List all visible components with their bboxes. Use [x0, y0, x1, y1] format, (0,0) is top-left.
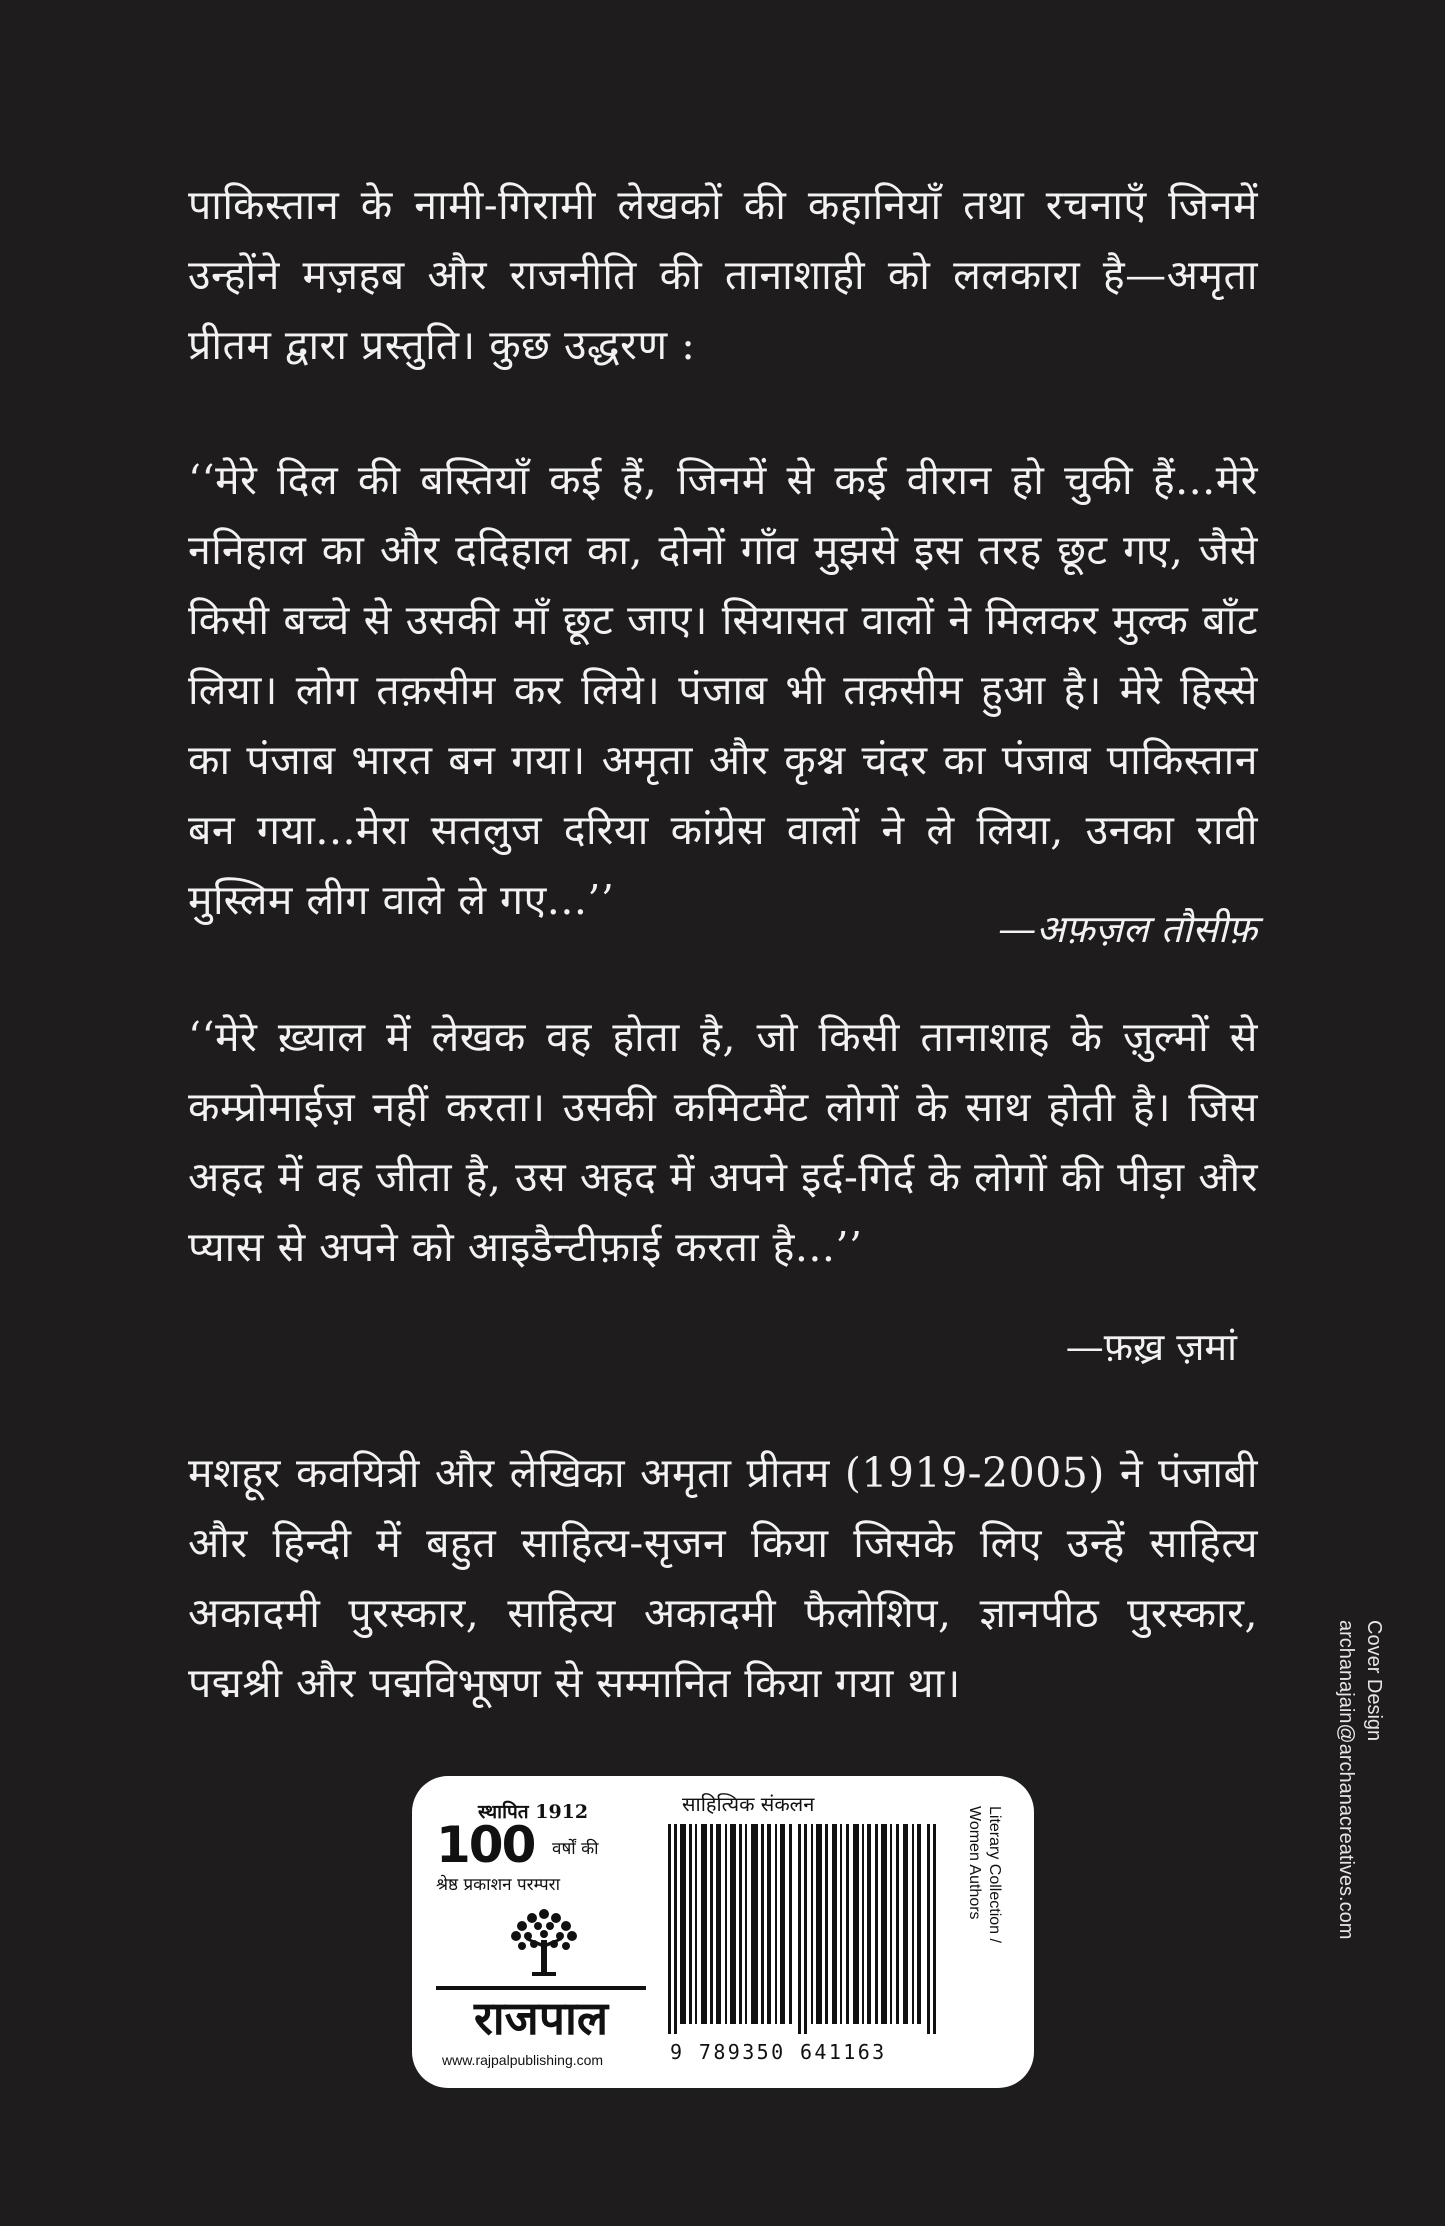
- publisher-tagline: श्रेष्ठ प्रकाशन परम्परा: [436, 1875, 561, 1895]
- quote-1-author: —अफ़ज़ल तौसीफ़: [998, 907, 1257, 951]
- publisher-brand: राजपाल: [436, 1986, 646, 2044]
- quote-1: ‘‘मेरे दिल की बस्तियाँ कई हैं, जिनमें से कई वीरान हो चुकी हैं...मेरे ननिहाल का और ददिहाल का, दोनों गाँव मुझसे इस तरह छूट गए, जैसे किसी बच्चे से उसकी माँ छूट जाए। सियासत वालों ने मिलकर मुल्क बाँट लिया। लोग तक़सीम कर लिये। पंजाब भी तक़सीम हुआ है। मेरे हिस्से का पंजाब भारत बन गया। अमृता और कृश्न चंदर का पंजाब पाकिस्तान बन गया...मेरा सतलुज दरिया कांग्रेस वालों ने ले लिया, उनका रावी मुस्लिम लीग वाले ले गए...’’: [188, 456, 1258, 924]
- barcode-icon: [668, 1824, 936, 2034]
- publisher-website: www.rajpalpublishing.com: [442, 2052, 604, 2068]
- hundred-years-number: 100: [436, 1816, 535, 1874]
- barcode-label: साहित्यिक संकलन: [682, 1792, 815, 1816]
- quote-2-author: —फ़ख़्र ज़मां: [1065, 1325, 1237, 1369]
- category-label: [960, 1806, 1004, 2056]
- cover-design-credit: [1318, 1620, 1388, 2140]
- established-text: स्थापित 1912: [478, 1801, 589, 1823]
- category-line-2: Women Authors: [966, 1806, 983, 1920]
- category-line-1: Literary Collection /: [986, 1806, 1003, 1943]
- credit-line-1: Cover Design: [1363, 1620, 1385, 1742]
- years-text: वर्षों की: [552, 1839, 599, 1859]
- publisher-sticker: [412, 1776, 1034, 2088]
- intro-paragraph: पाकिस्तान के नामी-गिरामी लेखकों की कहानियाँ तथा रचनाएँ जिनमें उन्होंने मज़हब और राजनीति की तानाशाही को ललकारा है—अमृता प्रीतम द्वारा प्रस्तुति। कुछ उद्धरण :: [188, 181, 1258, 369]
- tree-logo-icon: [504, 1904, 584, 1980]
- quote-2: ‘‘मेरे ख़्याल में लेखक वह होता है, जो किसी तानाशाह के ज़ुल्मों से कम्प्रोमाईज़ नहीं करता। उसकी कमिटमैंट लोगों के साथ होती है। जिस अहद में वह जीता है, उस अहद में अपने इर्द-गिर्द के लोगों की पीड़ा और प्यास से अपने को आइडैन्टीफ़ाई करता है...’’: [188, 1013, 1258, 1271]
- author-bio: मशहूर कवयित्री और लेखिका अमृता प्रीतम (1919-2005) ने पंजाबी और हिन्दी में बहुत साहित्य-सृजन किया जिसके लिए उन्हें साहित्य अकादमी पुरस्कार, साहित्य अकादमी फैलोशिप, ज्ञानपीठ पुरस्कार, पद्मश्री और पद्मविभूषण से सम्मानित किया गया था।: [188, 1449, 1258, 1707]
- isbn-number: 9 789350 641163: [670, 2040, 887, 2064]
- publisher-logo-block: [436, 1798, 646, 2078]
- credit-line-2: archanajain@archanacreatives.com: [1335, 1620, 1357, 1940]
